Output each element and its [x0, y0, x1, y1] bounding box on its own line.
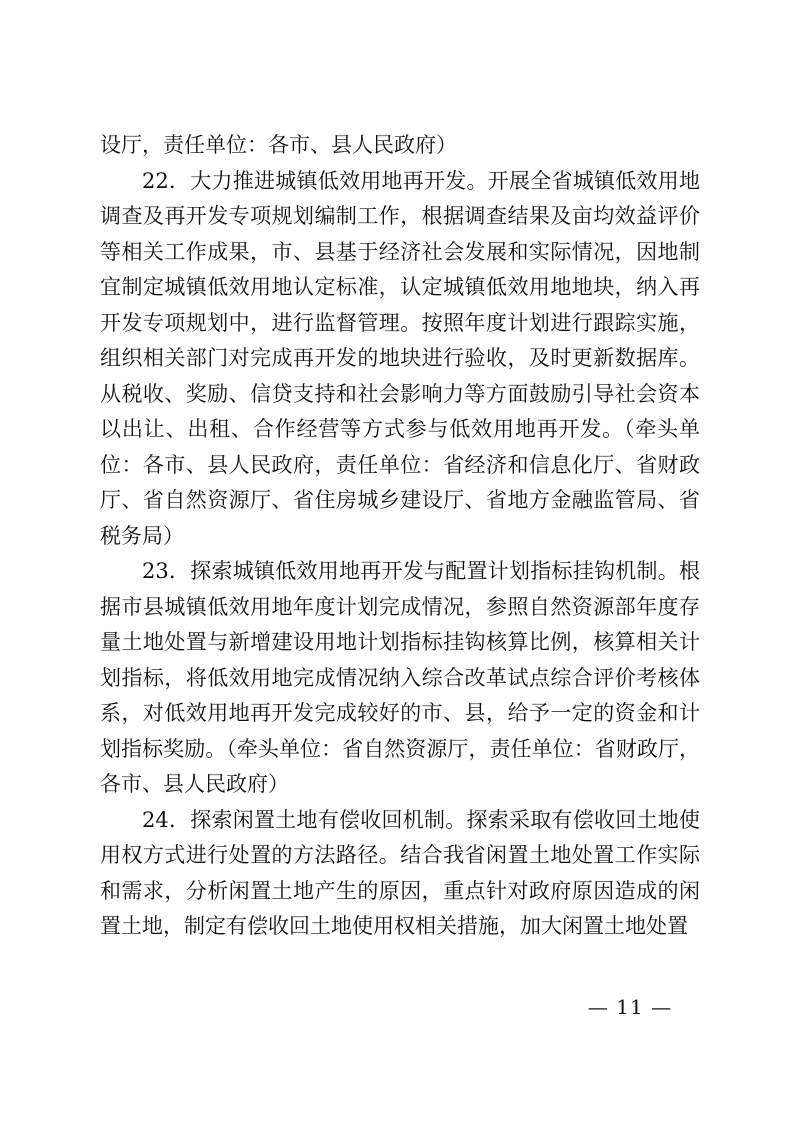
page-number: — 11 — — [587, 995, 673, 1019]
paragraph-24: 24．探索闲置土地有偿收回机制。探索采取有偿收回土地使用权方式进行处置的方法路径。结合我省闲置土地处置工作实际和需求，分析闲置土地产生的原因，重点针对政府原因造成的闲置土地，制定有偿收回土地使用权相关措施，加大闲置土地处置 — [100, 807, 700, 938]
paragraph-continuation: 设厅，责任单位：各市、县人民政府） — [100, 133, 457, 157]
document-body — [100, 128, 700, 945]
paragraph-22: 22．大力推进城镇低效用地再开发。开展全省城镇低效用地调查及再开发专项规划编制工作，根据调查结果及亩均效益评价等相关工作成果，市、县基于经济社会发展和实际情况，因地制宜制定城镇低效用地认定标准，认定城镇低效用地地块，纳入再开发专项规划中，进行监督管理。按照年度计划进行跟踪实施，组织相关部门对完成再开发的地块进行验收，及时更新数据库。从税收、奖励、信贷支持和社会影响力等方面鼓励引导社会资本以出让、出租、合作经营等方式参与低效用地再开发。（牵头单位：各市、县人民政府，责任单位：省经济和信息化厅、省财政厅、省自然资源厅、省住房城乡建设厅、省地方金融监管局、省税务局） — [100, 168, 700, 548]
paragraph-23: 23．探索城镇低效用地再开发与配置计划指标挂钩机制。根据市县城镇低效用地年度计划完成情况，参照自然资源部年度存量土地处置与新增建设用地计划指标挂钩核算比例，核算相关计划指标，将低效用地完成情况纳入综合改革试点综合评价考核体系，对低效用地再开发完成较好的市、县，给予一定的资金和计划指标奖励。（牵头单位：省自然资源厅，责任单位：省财政厅，各市、县人民政府） — [100, 559, 700, 796]
